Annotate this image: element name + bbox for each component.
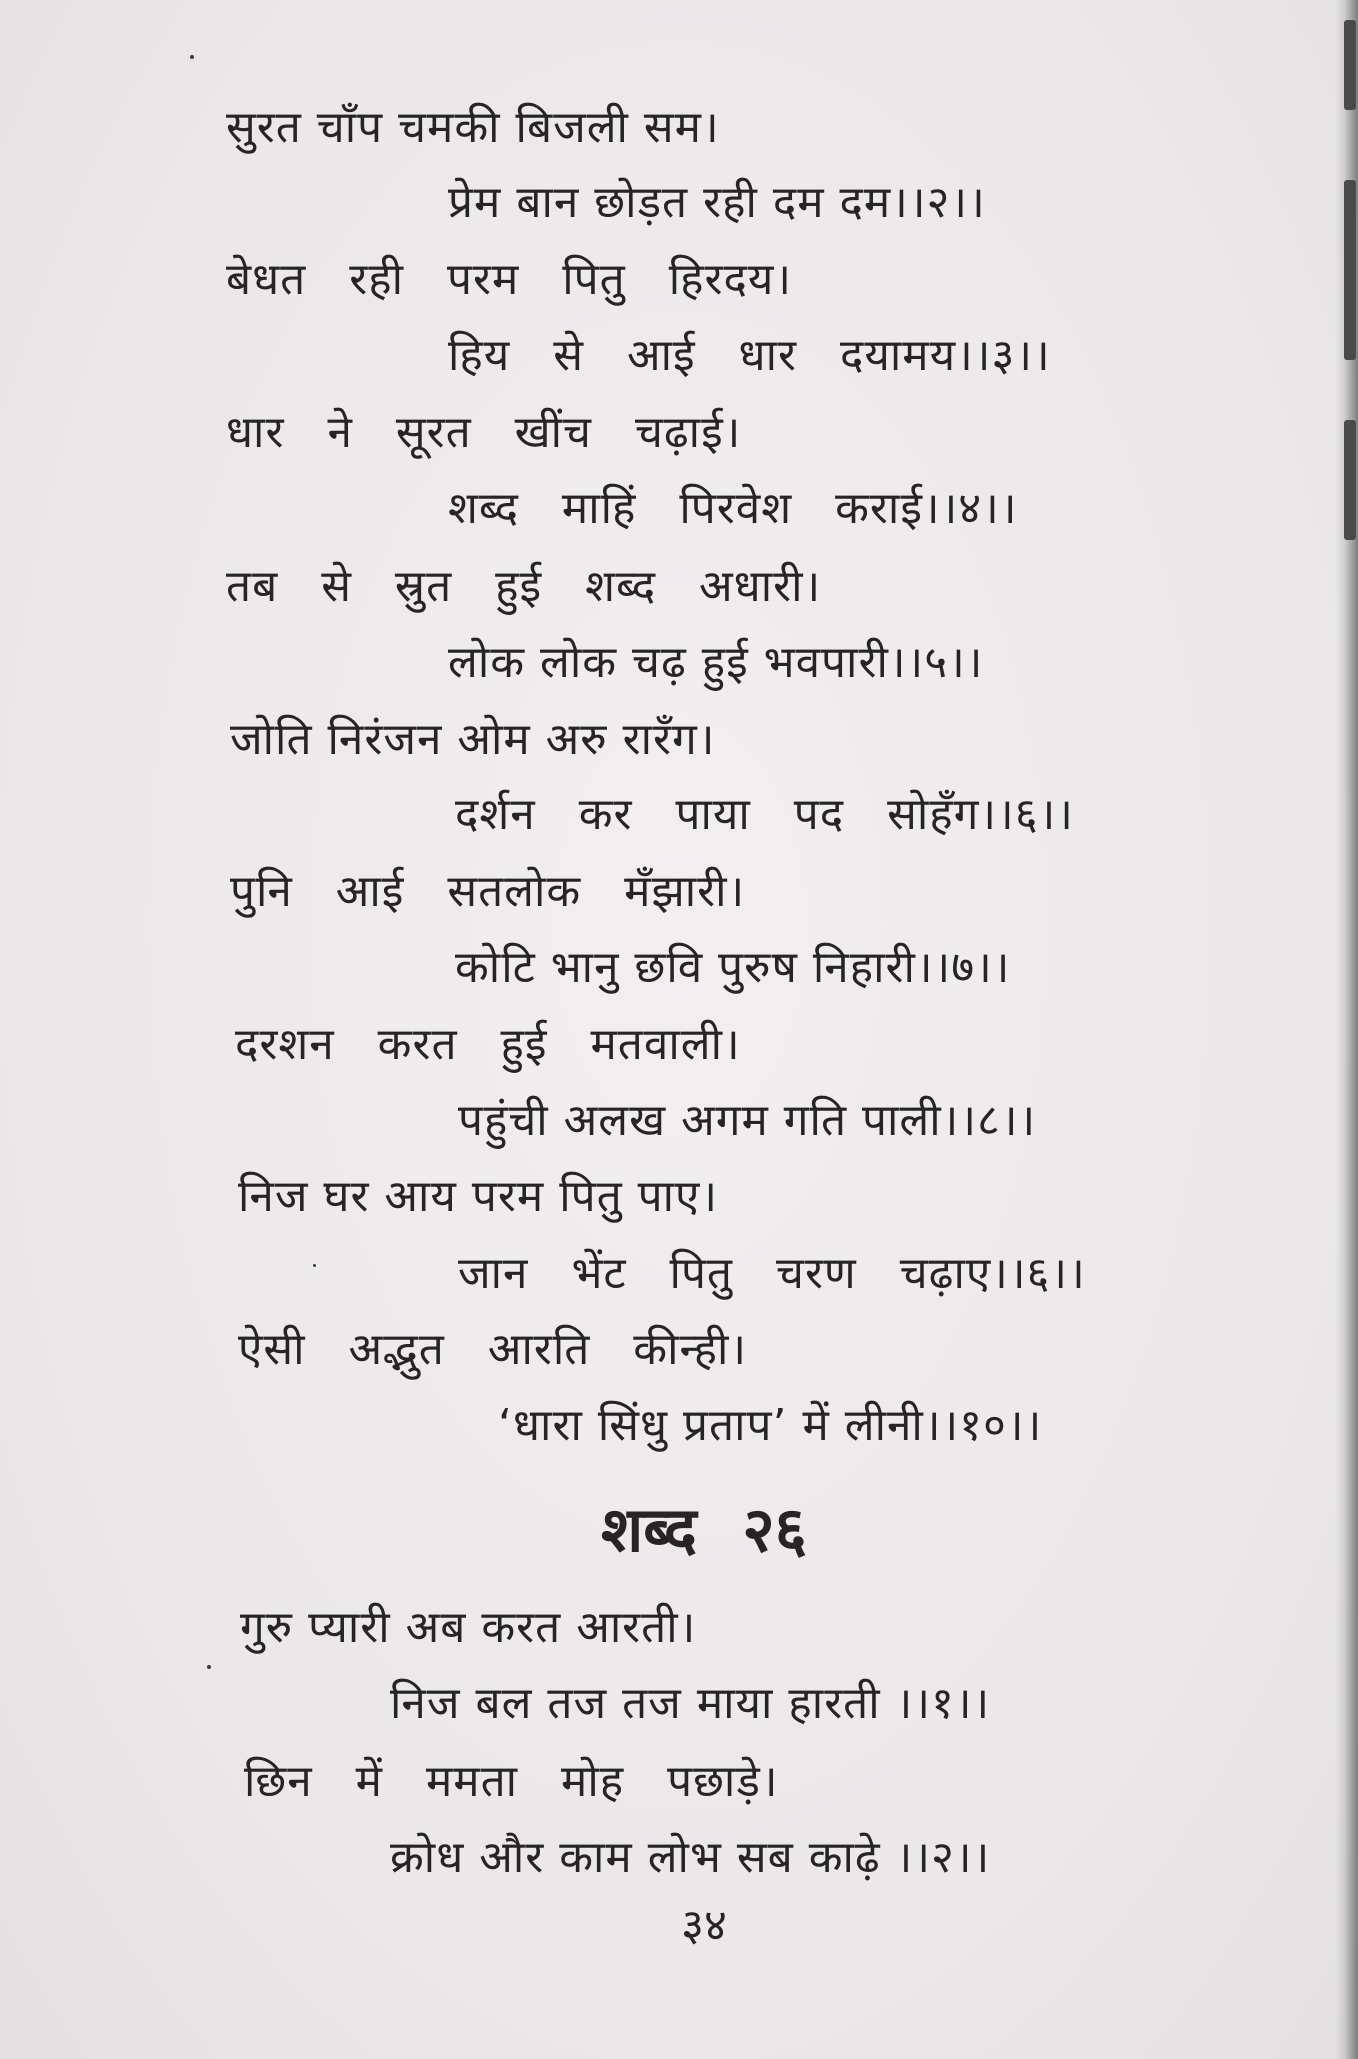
verse-line: धार ने सूरत खींच चढ़ाई। [226,407,742,458]
page-edge-mark [1344,180,1356,360]
verse-line: गुरु प्यारी अब करत आरती। [240,1602,697,1653]
verse-line: निज बल तज तज माया हारती ।।१।। [390,1678,991,1729]
verse-line: ऐसी अद्भुत आरति कीन्ही। [238,1324,748,1375]
print-speck [313,1264,316,1267]
verse-line: पहुंची अलख अगम गति पाली।।८।। [458,1095,1037,1146]
page-edge-mark [1344,420,1356,540]
page-edge-mark [1344,20,1356,110]
verse-line: जोति निरंजन ओम अरु रारँग। [230,714,716,765]
verse-line: शब्द माहिं पिरवेश कराई।।४।। [448,483,1018,534]
verse-line: बेधत रही परम पितु हिरदय। [226,254,793,305]
print-speck [190,55,194,59]
verse-line: क्रोध और काम लोभ सब काढ़े ।।२।। [390,1832,991,1883]
page-number: ३४ [681,1900,727,1951]
section-heading: शब्द २६ [601,1493,807,1566]
verse-line: छिन में ममता मोह पछाड़े। [244,1756,779,1807]
verse-line: निज घर आय परम पितु पाए। [238,1171,719,1222]
verse-line: प्रेम बान छोड़त रही दम दम।।२।। [448,177,986,228]
verse-line: पुनि आई सतलोक मँझारी। [230,866,746,917]
verse-line: तब से स्रुत हुई शब्द अधारी। [226,561,822,612]
verse-line: हिय से आई धार दयामय।।३।। [448,330,1051,381]
verse-line: दर्शन कर पाया पद सोहँग।।६।। [455,789,1074,840]
verse-line: दरशन करत हुई मतवाली। [235,1019,741,1070]
print-speck [207,1665,211,1669]
verse-line: कोटि भानु छवि पुरुष निहारी।।७।। [455,942,1011,993]
verse-line: लोक लोक चढ़ हुई भवपारी।।५।। [448,637,984,688]
verse-line: जान भेंट पितु चरण चढ़ाए।।६।। [458,1248,1086,1299]
verse-line: ‘धारा सिंधु प्रताप’ में लीनी।।१०।। [498,1400,1043,1451]
verse-line: सुरत चाँप चमकी बिजली सम। [226,102,720,153]
